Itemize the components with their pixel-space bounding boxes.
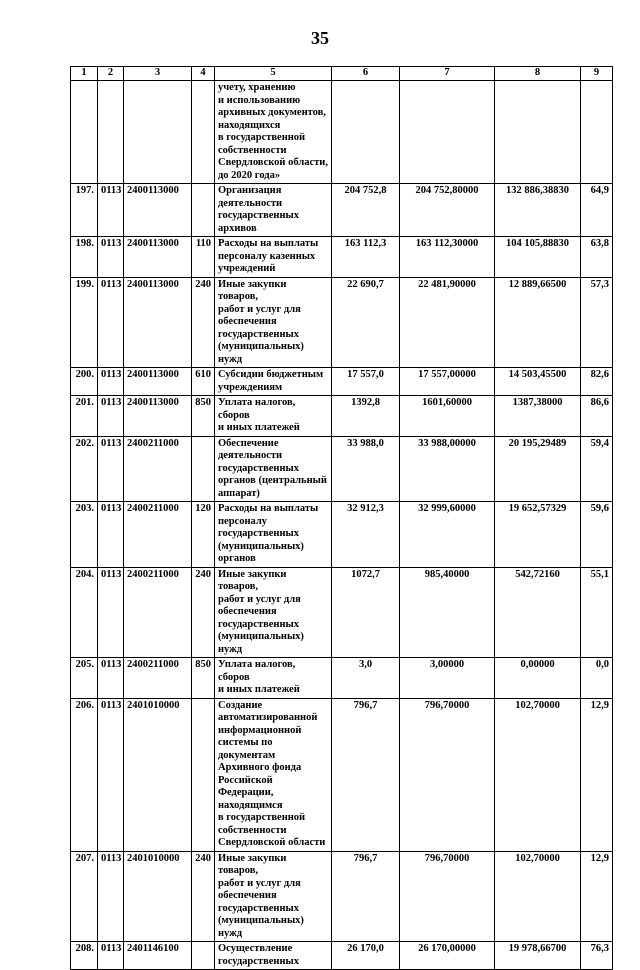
expense-type-code [192, 942, 215, 970]
plan-value: 163 112,3 [332, 237, 400, 278]
executed-value: 14 503,45500 [495, 368, 581, 396]
column-header: 5 [215, 67, 332, 81]
clarified-value: 26 170,00000 [400, 942, 495, 970]
percent-value: 64,9 [581, 184, 613, 237]
section-code: 0113 [98, 277, 124, 368]
executed-value: 0,00000 [495, 658, 581, 699]
expense-type-code: 610 [192, 368, 215, 396]
executed-value [495, 81, 581, 184]
header-row [71, 67, 613, 81]
table-row [71, 396, 613, 437]
table-row [71, 237, 613, 278]
plan-value: 26 170,0 [332, 942, 400, 970]
table-row [71, 368, 613, 396]
item-name: Уплата налогов, сборов и иных платежей [215, 396, 332, 437]
plan-value: 796,7 [332, 698, 400, 851]
expense-type-code: 120 [192, 502, 215, 568]
item-name: Осуществление государственных [215, 942, 332, 970]
item-name: Расходы на выплаты персоналу казенных учреждений [215, 237, 332, 278]
executed-value: 542,72160 [495, 567, 581, 658]
section-code: 0113 [98, 237, 124, 278]
table-row [71, 436, 613, 502]
section-code: 0113 [98, 368, 124, 396]
row-number: 207. [71, 851, 98, 942]
target-code: 2400211000 [124, 567, 192, 658]
percent-value: 12,9 [581, 698, 613, 851]
budget-table [70, 66, 613, 970]
plan-value: 1392,8 [332, 396, 400, 437]
clarified-value: 32 999,60000 [400, 502, 495, 568]
item-name: Расходы на выплаты персоналу государственных (муниципальных) органов [215, 502, 332, 568]
table-row [71, 277, 613, 368]
column-header: 8 [495, 67, 581, 81]
page-number: 35 [311, 28, 329, 48]
section-code: 0113 [98, 851, 124, 942]
row-number: 203. [71, 502, 98, 568]
expense-type-code [192, 436, 215, 502]
target-code: 2400113000 [124, 184, 192, 237]
target-code: 2400113000 [124, 237, 192, 278]
table-row [71, 851, 613, 942]
plan-value [332, 81, 400, 184]
expense-type-code: 240 [192, 851, 215, 942]
executed-value: 104 105,88830 [495, 237, 581, 278]
column-header: 2 [98, 67, 124, 81]
clarified-value: 163 112,30000 [400, 237, 495, 278]
table-row [71, 184, 613, 237]
percent-value [581, 81, 613, 184]
item-name: Уплата налогов, сборов и иных платежей [215, 658, 332, 699]
percent-value: 86,6 [581, 396, 613, 437]
expense-type-code [192, 184, 215, 237]
table-row [71, 502, 613, 568]
row-number: 201. [71, 396, 98, 437]
executed-value: 102,70000 [495, 851, 581, 942]
executed-value: 1387,38000 [495, 396, 581, 437]
target-code: 2400113000 [124, 368, 192, 396]
row-number: 198. [71, 237, 98, 278]
row-number: 204. [71, 567, 98, 658]
target-code: 2400211000 [124, 436, 192, 502]
expense-type-code: 850 [192, 396, 215, 437]
item-name: Субсидии бюджетным учреждениям [215, 368, 332, 396]
column-header: 7 [400, 67, 495, 81]
percent-value: 76,3 [581, 942, 613, 970]
item-name: Обеспечение деятельности государственных органов (центральный аппарат) [215, 436, 332, 502]
row-number [71, 81, 98, 184]
clarified-value: 796,70000 [400, 698, 495, 851]
section-code [98, 81, 124, 184]
table-row [71, 942, 613, 970]
executed-value: 132 886,38830 [495, 184, 581, 237]
table-row [71, 698, 613, 851]
target-code: 2401010000 [124, 851, 192, 942]
section-code: 0113 [98, 502, 124, 568]
section-code: 0113 [98, 658, 124, 699]
column-header: 6 [332, 67, 400, 81]
percent-value: 57,3 [581, 277, 613, 368]
clarified-value: 33 988,00000 [400, 436, 495, 502]
table-body [71, 81, 613, 970]
column-header: 9 [581, 67, 613, 81]
target-code: 2400211000 [124, 658, 192, 699]
plan-value: 33 988,0 [332, 436, 400, 502]
percent-value: 0,0 [581, 658, 613, 699]
clarified-value: 985,40000 [400, 567, 495, 658]
plan-value: 3,0 [332, 658, 400, 699]
target-code [124, 81, 192, 184]
section-code: 0113 [98, 567, 124, 658]
clarified-value: 22 481,90000 [400, 277, 495, 368]
clarified-value: 796,70000 [400, 851, 495, 942]
plan-value: 22 690,7 [332, 277, 400, 368]
row-number: 208. [71, 942, 98, 970]
row-number: 202. [71, 436, 98, 502]
executed-value: 20 195,29489 [495, 436, 581, 502]
row-number: 199. [71, 277, 98, 368]
item-name: Организация деятельности государственных архивов [215, 184, 332, 237]
expense-type-code: 110 [192, 237, 215, 278]
clarified-value: 1601,60000 [400, 396, 495, 437]
clarified-value: 3,00000 [400, 658, 495, 699]
row-number: 197. [71, 184, 98, 237]
executed-value: 102,70000 [495, 698, 581, 851]
column-header: 4 [192, 67, 215, 81]
section-code: 0113 [98, 698, 124, 851]
executed-value: 19 978,66700 [495, 942, 581, 970]
expense-type-code: 850 [192, 658, 215, 699]
row-number: 206. [71, 698, 98, 851]
executed-value: 12 889,66500 [495, 277, 581, 368]
percent-value: 63,8 [581, 237, 613, 278]
plan-value: 32 912,3 [332, 502, 400, 568]
clarified-value [400, 81, 495, 184]
percent-value: 59,4 [581, 436, 613, 502]
item-name: Создание автоматизированной информационной системы по документам Архивного фонда Российской Федерации, находящимся в государственной собственности Свердловской области [215, 698, 332, 851]
column-header: 3 [124, 67, 192, 81]
expense-type-code [192, 698, 215, 851]
table-row [71, 567, 613, 658]
percent-value: 55,1 [581, 567, 613, 658]
plan-value: 204 752,8 [332, 184, 400, 237]
target-code: 2401146100 [124, 942, 192, 970]
section-code: 0113 [98, 436, 124, 502]
target-code: 2400113000 [124, 277, 192, 368]
expense-type-code: 240 [192, 567, 215, 658]
clarified-value: 17 557,00000 [400, 368, 495, 396]
section-code: 0113 [98, 184, 124, 237]
column-header: 1 [71, 67, 98, 81]
target-code: 2400211000 [124, 502, 192, 568]
target-code: 2400113000 [124, 396, 192, 437]
item-name: Иные закупки товаров, работ и услуг для обеспечения государственных (муниципальных) нужд [215, 851, 332, 942]
expense-type-code: 240 [192, 277, 215, 368]
item-name: Иные закупки товаров, работ и услуг для обеспечения государственных (муниципальных) нужд [215, 277, 332, 368]
expense-type-code [192, 81, 215, 184]
target-code: 2401010000 [124, 698, 192, 851]
table-row [71, 658, 613, 699]
section-code: 0113 [98, 942, 124, 970]
plan-value: 1072,7 [332, 567, 400, 658]
item-name: учету, хранению и использованию архивных документов, находящихся в государственной собственности Свердловской области, до 2020 года» [215, 81, 332, 184]
percent-value: 82,6 [581, 368, 613, 396]
row-number: 200. [71, 368, 98, 396]
row-number: 205. [71, 658, 98, 699]
percent-value: 12,9 [581, 851, 613, 942]
plan-value: 796,7 [332, 851, 400, 942]
table-row [71, 81, 613, 184]
section-code: 0113 [98, 396, 124, 437]
item-name: Иные закупки товаров, работ и услуг для обеспечения государственных (муниципальных) нужд [215, 567, 332, 658]
executed-value: 19 652,57329 [495, 502, 581, 568]
clarified-value: 204 752,80000 [400, 184, 495, 237]
plan-value: 17 557,0 [332, 368, 400, 396]
percent-value: 59,6 [581, 502, 613, 568]
